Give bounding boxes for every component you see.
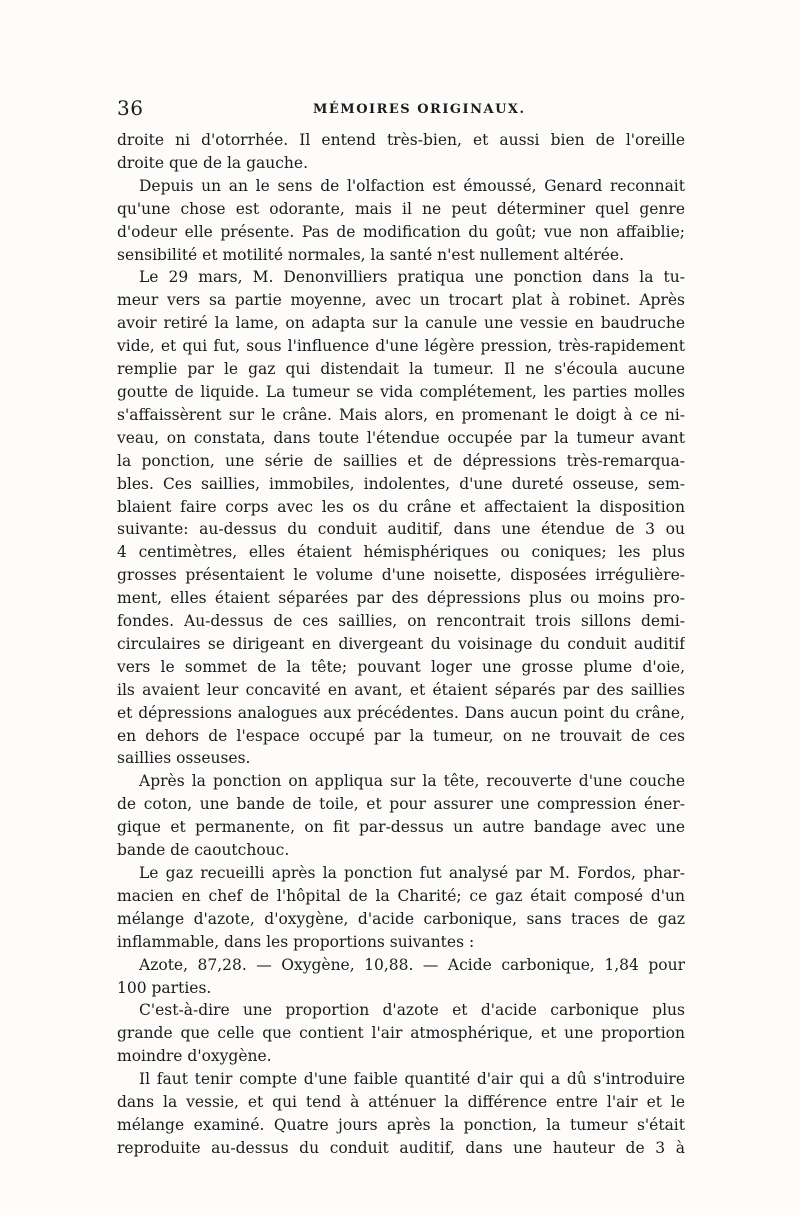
text-line: vide, et qui fut, sous l'influence d'une légère pression, très-rapidement: [117, 337, 685, 356]
text-line: bles. Ces saillies, immobiles, indolentes, d'une dureté osseuse, sem-: [117, 474, 685, 493]
text-line: suivante: au-dessus du conduit auditif, dans une étendue de 3 ou: [117, 520, 685, 539]
text-line: de coton, une bande de toile, et pour assurer une compression éner-: [117, 795, 685, 814]
text-line: saillies osseuses.: [117, 749, 251, 768]
text-line: macien en chef de l'hôpital de la Charité; ce gaz était composé d'un: [117, 886, 685, 905]
text-line: 4 centimètres, elles étaient hémisphériques ou coniques; les plus: [117, 543, 685, 562]
text-line: mélange d'azote, d'oxygène, d'acide carbonique, sans traces de gaz: [117, 909, 685, 928]
text-line: avoir retiré la lame, on adapta sur la canule une vessie en baudruche: [117, 314, 685, 333]
body-text: [117, 129, 685, 1160]
text-line: moindre d'oxygène.: [117, 1047, 272, 1066]
text-line: meur vers sa partie moyenne, avec un trocart plat à robinet. Après: [117, 291, 685, 310]
text-line: la ponction, une série de saillies et de dépressions très-remarqua-: [117, 451, 685, 470]
text-line: circulaires se dirigeant en divergeant du voisinage du conduit auditif: [117, 634, 685, 653]
text-line: s'affaissèrent sur le crâne. Mais alors, en promenant le doigt à ce ni-: [117, 405, 685, 424]
text-line: droite que de la gauche.: [117, 153, 309, 172]
text-line: en dehors de l'espace occupé par la tumeur, on ne trouvait de ces: [117, 726, 685, 745]
text-line: mélange examiné. Quatre jours après la ponction, la tumeur s'était: [117, 1115, 685, 1134]
text-line: qu'une chose est odorante, mais il ne peut déterminer quel genre: [117, 199, 685, 218]
text-line: 100 parties.: [117, 978, 212, 997]
text-line: fondes. Au-dessus de ces saillies, on rencontrait trois sillons demi-: [117, 612, 685, 631]
text-line: grande que celle que contient l'air atmosphérique, et une proportion: [117, 1024, 685, 1043]
text-line: ment, elles étaient séparées par des dépressions plus ou moins pro-: [117, 589, 685, 608]
text-line: Il faut tenir compte d'une faible quantité d'air qui a dû s'introduire: [139, 1070, 685, 1089]
page-number: 36: [117, 96, 144, 120]
text-line: reproduite au-dessus du conduit auditif, dans une hauteur de 3 à: [117, 1138, 685, 1157]
text-line: Le 29 mars, M. Denonvilliers pratiqua une ponction dans la tu-: [139, 268, 685, 287]
text-line: grosses présentaient le volume d'une noisette, disposées irrégulière-: [117, 566, 685, 585]
text-line: d'odeur elle présente. Pas de modification du goût; vue non affaiblie;: [117, 222, 685, 241]
text-line: sensibilité et motilité normales, la santé n'est nullement altérée.: [117, 245, 625, 264]
text-line: Depuis un an le sens de l'olfaction est émoussé, Genard reconnait: [139, 176, 685, 195]
text-line: Azote, 87,28. — Oxygène, 10,88. — Acide carbonique, 1,84 pour: [139, 955, 685, 974]
text-line: ils avaient leur concavité en avant, et étaient séparés par des saillies: [117, 680, 685, 699]
text-line: et dépressions analogues aux précédentes. Dans aucun point du crâne,: [117, 703, 685, 722]
text-line: veau, on constata, dans toute l'étendue occupée par la tumeur avant: [117, 428, 685, 447]
text-line: gique et permanente, on fit par-dessus un autre bandage avec une: [117, 818, 685, 837]
text-line: remplie par le gaz qui distendait la tumeur. Il ne s'écoula aucune: [117, 360, 685, 379]
text-line: C'est-à-dire une proportion d'azote et d'acide carbonique plus: [139, 1001, 685, 1020]
page-header: [117, 94, 685, 124]
running-title: MÉMOIRES ORIGINAUX.: [313, 102, 526, 117]
text-line: droite ni d'otorrhée. Il entend très-bien, et aussi bien de l'oreille: [117, 131, 685, 149]
text-line: bande de caoutchouc.: [117, 841, 290, 860]
text-line: blaient faire corps avec les os du crâne et affectaient la disposition: [117, 497, 685, 516]
text-line: vers le sommet de la tête; pouvant loger une grosse plume d'oie,: [117, 657, 685, 676]
text-line: inflammable, dans les proportions suivantes :: [117, 932, 475, 951]
text-line: goutte de liquide. La tumeur se vida complétement, les parties molles: [117, 382, 685, 401]
text-line: Le gaz recueilli après la ponction fut analysé par M. Fordos, phar-: [139, 864, 685, 882]
text-line: dans la vessie, et qui tend à atténuer la différence entre l'air et le: [117, 1093, 685, 1112]
text-line: Après la ponction on appliqua sur la tête, recouverte d'une couche: [139, 772, 685, 791]
